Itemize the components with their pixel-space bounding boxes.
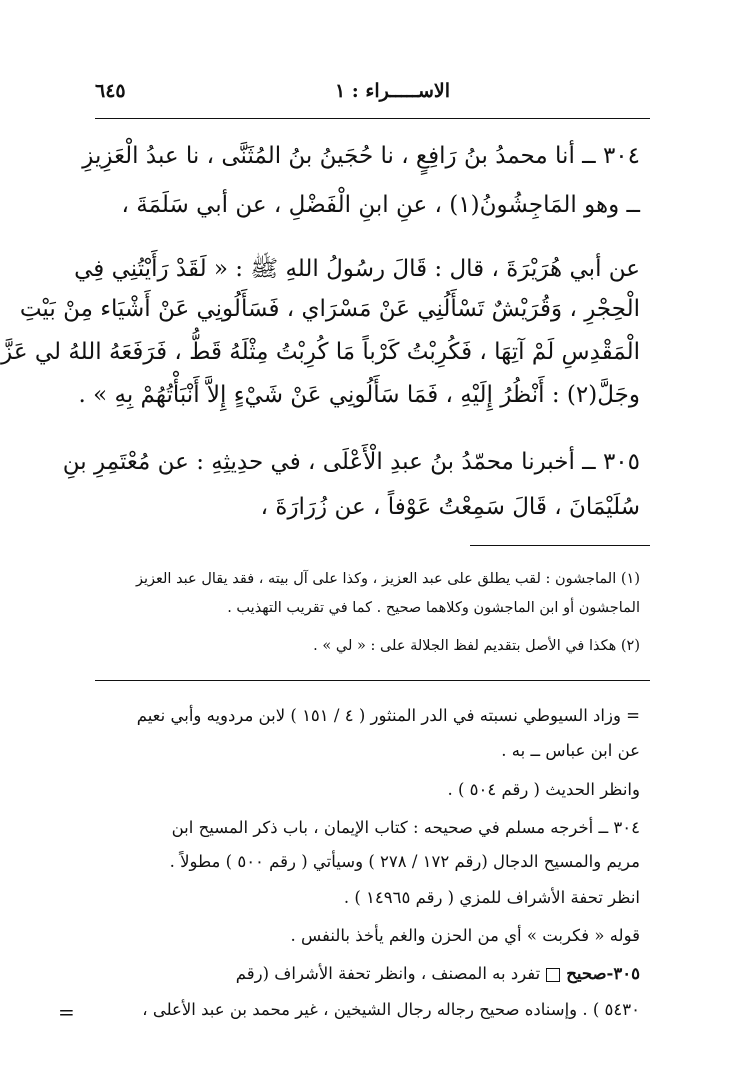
main-line: الْحِجْرِ ، وَقُرَيْشٌ تَسْأَلُنِي عَنْ مَسْرَاي ، فَسَأَلُونِي عَنْ أَشْيَاء مِنْ بَيْتِ (19, 296, 640, 322)
commentary-line: ٣٠٤ ــ أخرجه مسلم في صحيحه : كتاب الإيمان ، باب ذكر المسيح ابن (171, 818, 640, 837)
running-header (95, 74, 650, 110)
commentary-line: قوله « فكربت » أي من الحزن والغم يأخذ بالنفس . (290, 926, 640, 945)
commentary-line: مريم والمسيح الدجال (رقم ١٧٢ / ٢٧٨ ) وسيأتي ( رقم ٥٠٠ ) مطولاً . (169, 852, 640, 871)
main-line: وجَلَّ(٢) : أَنْظُرُ إِلَيْهِ ، فَمَا سَأَلُونِي عَنْ شَيْءٍ إِلاَّ أَنْبَأْتُهُمْ بِهِ » . (78, 382, 640, 408)
page-number: ٦٤٥ (95, 80, 126, 102)
commentary-line: وانظر الحديث ( رقم ٥٠٤ ) . (447, 780, 640, 799)
commentary-rule (95, 680, 650, 681)
sahih-line (236, 964, 640, 983)
main-line: ٣٠٤ ــ أنا محمدُ بنُ رَافِعٍ ، نا حُجَينُ بنُ المُثَنَّى ، نا عبدُ الْعَزِيزِ (82, 143, 640, 169)
commentary-line: ٥٤٣٠ ) . وإسناده صحيح رجاله رجال الشيخين ، غير محمد بن عبد الأعلى ، (142, 1000, 640, 1019)
commentary-line: عن ابن عباس ــ به . (501, 741, 640, 760)
main-line: عن أبي هُرَيْرَةَ ، قال : قَالَ رسُولُ اللهِ ﷺ : « لَقَدْ رَأَيْتُنِي فِي (74, 256, 640, 282)
commentary-line: انظر تحفة الأشراف للمزي ( رقم ١٤٩٦٥ ) . (343, 888, 640, 907)
footnote-rule (470, 545, 650, 546)
surah-title: الاســـــراء : ١ (334, 80, 450, 102)
main-line: سُلَيْمَانَ ، قَالَ سَمِعْتُ عَوْفاً ، عن زُرَارَةَ ، (260, 494, 640, 520)
main-line: ٣٠٥ ــ أخبرنا محمّدُ بنُ عبدِ الْأَعْلَى ، في حدِيثِهِ : عن مُعْتَمِرِ بنِ (62, 449, 640, 475)
main-line: الْمَقْدِسِ لَمْ آتِهَا ، فَكُرِبْتُ كَرْباً مَا كُرِبْتُ مِثْلَهُ قَطُّ ، فَرَفَعَهُ اللهُ لي عَزَّ (1, 339, 640, 365)
commentary-line: = وزاد السيوطي نسبته في الدر المنثور ( ٤ / ١٥١ ) لابن مردويه وأبي نعيم (136, 706, 640, 725)
grade-label: صحيح (566, 964, 607, 983)
hadith-number: ٣٠٥- (606, 964, 640, 983)
continuation-mark: = (58, 1000, 75, 1024)
sahih-text: تفرد به المصنف ، وانظر تحفة الأشراف (رقم (235, 964, 541, 983)
footnote-line: الماجشون أو ابن الماجشون وكلاهما صحيح . كما في تقريب التهذيب . (227, 600, 640, 616)
main-line: ــ وهو المَاجِشُونُ(١) ، عنِ ابنِ الْفَضْلِ ، عن أبي سَلَمَةَ ، (121, 192, 640, 218)
square-icon (546, 968, 560, 982)
header-rule (95, 118, 650, 119)
footnote-line: (١) الماجشون : لقب يطلق على عبد العزيز ، وكذا على آل بيته ، فقد يقال عبد العزيز (135, 571, 640, 587)
footnote-line: (٢) هكذا في الأصل بتقديم لفظ الجلالة على : « لي » . (313, 638, 640, 654)
